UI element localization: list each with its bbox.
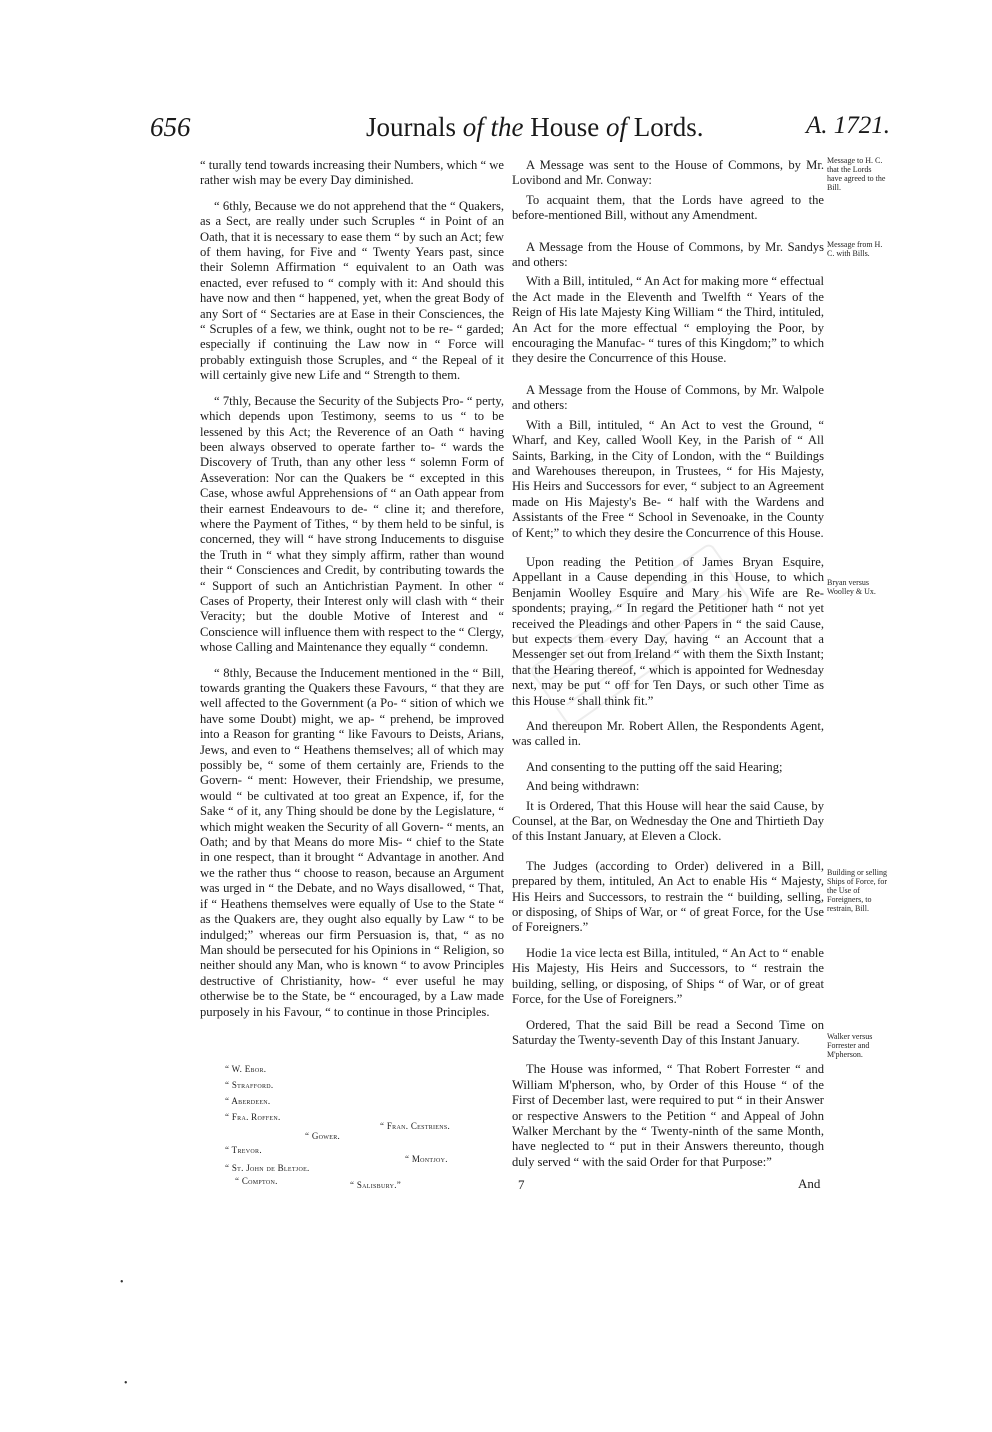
margin-note: Walker versus Forrester and M'pherson. — [827, 1032, 873, 1059]
title-word: of the — [462, 112, 524, 142]
entry-paragraph: Upon reading the Petition of James Bryan Esquire, Appellant in a Cause depending in this House, to which Benjamin Woolley Esquire and Mary his Wife are Re- spondents; praying, “ In regard the Petitioner hath “ not yet received the Pleadings and other Papers in “ the said Cause, but expects them every Day, having “ an Account that a Messenger set out from Ireland “ with them the Sixth Instant; that the Hearing thereof, “ which is appointed for Wednesday next, may be put “ off for Ten Days, or such other Time as this House “ shall think fit.” — [512, 554, 828, 708]
title-word: Journals — [366, 112, 456, 142]
title-word: House — [530, 112, 600, 142]
left-column — [200, 158, 508, 1030]
signature: “ Fra. Roffen. — [225, 1112, 281, 1122]
protest-paragraph: “ turally tend towards increasing their Numbers, which “ we rather wish may be every Day diminished. — [200, 158, 508, 188]
signature: “ Strafford. — [225, 1080, 274, 1090]
order-paragraph: It is Ordered, That this House will hear the said Cause, by Counsel, at the Bar, on Wednesday the One and Thirtieth Day of this Instant January, at Eleven a Clock. — [512, 798, 824, 844]
entry-paragraph: With a Bill, intituled, “ An Act to vest the Ground, “ Wharf, and Key, called Wooll Key, in the Parish of “ All Saints, Barking, in the City of London, with the “ Buildings and Warehouses thereupon, in Trustees, “ for His Majesty, His Heirs and Successors for ever, “ subject to an Agreement made on His Majesty's Be- “ half with the Wardens and Assistants of the Free “ School in Sevenoake, in the County of Kent;” to which they desire the Concurrence of this House. — [512, 417, 828, 540]
entry-paragraph: And consenting to the putting off the said Hearing; — [526, 759, 783, 774]
signature: “ Salisbury.” — [350, 1180, 402, 1190]
signature: “ Aberdeen. — [225, 1096, 271, 1106]
right-column — [512, 158, 828, 1180]
margin-note: Message to H. C. that the Lords have agreed to the Bill. — [827, 156, 886, 192]
signature: “ St. John de Bletjoe. — [225, 1163, 310, 1173]
catchword: And — [798, 1176, 821, 1191]
protest-paragraph: “ 7thly, Because the Security of the Subjects Pro- “ perty, which depends upon Testimony, seems to us “ to be lessened by this Act; the Reverence of an Oath “ having been always observed to operate farther to- “ wards the Discovery of Truth, than any other less “ solemn Form of Asseveration: Nor can the Quakers be “ excepted in this Case, whose awful Apprehensions of “ an Oath appear from their earnest Endeavours to de- “ cline it; and therefore, where the Payment of Tithes, “ by them held to be sinful, is concerned, they will “ have strong Inducements to disguise the Truth in “ what they simply affirm, rather than wound their “ Consciences and Credit, by contributing towards the “ Support of such an Antichristian Payment. In other “ Cases of Property, their Interest only will clash with “ their Veracity; but the double Motive of Interest and “ Conscience will influence them with respect to the “ Clergy, whose Calling and Maintenance they equally “ condemn. — [200, 393, 508, 655]
protest-paragraph: “ 8thly, Because the Inducement mentioned in the “ Bill, towards granting the Quakers these Favours, “ that they are well affected to the Government (a Po- “ sition of which we have some Doubt) might, we ap- “ prehend, be improved into a Reason for granting “ like Favours to Deists, Arians, Jews, and even to “ Heathens themselves; all of which may possibly be, “ some of them certainly are, Friends to the Govern- “ ment: However, their Friendship, we presume, would “ be cultivated at too great an Expence, if, for the Sake “ of it, any Thing should be done by the Legislature, “ which might weaken the Security of all Govern- “ ments, an Oath; and by that Means do more Mis- “ chief to the State in one respect, than it brought “ Advantage in another. And we the rather thus “ choose to reason, because an Argument was urged in “ the Debate, and no Ways disallowed, “ That, if “ Heathens themselves were equally of Use to the State “ as the Quakers are, they ought also equally by Law “ to be indulged;” whereas our firm Persuasion is, that, “ as no Man should be persecuted for his Opinions in “ Religion, so neither should any Man, who is known “ to avow Principles destructive of Christianity, how- “ ever useful he may otherwise be to the State, be “ encouraged, by a Law made purposely in his Favour, “ to continue in those Principles. — [200, 665, 508, 1019]
print-mark: • — [120, 1277, 124, 1288]
order-paragraph: Ordered, That the said Bill be read a Second Time on Saturday the Twenty-seventh Day of this Instant January. — [512, 1017, 824, 1047]
signature: “ Montjoy. — [405, 1154, 448, 1164]
running-header — [150, 112, 890, 152]
margin-note: Message from H. C. with Bills. — [827, 240, 883, 258]
signature: “ Gower. — [305, 1131, 341, 1141]
title-word: Lords. — [633, 112, 704, 142]
signature: “ Trevor. — [225, 1145, 262, 1155]
signature: “ Compton. — [235, 1176, 278, 1186]
entry-paragraph: A Message was sent to the House of Commons, by Mr. Lovibond and Mr. Conway: — [512, 158, 824, 188]
margin-note: Building or selling Ships of Force, for the Use of Foreigners, to restrain, Bill. — [827, 868, 887, 913]
entry-paragraph: To acquaint them, that the Lords have agreed to the before-mentioned Bill, without any Amendment. — [512, 192, 824, 223]
signature-mark: 7 — [518, 1177, 525, 1192]
entry-paragraph: A Message from the House of Commons, by Mr. Sandys and others: — [512, 239, 824, 270]
signature: “ Fran. Cestriens. — [380, 1121, 451, 1131]
entry-paragraph: The Judges (according to Order) delivered in a Bill, prepared by them, intituled, An Act to enable His “ Majesty, His Heirs and Successors, to restrain the “ building, selling, or disposing, of Ships of War, or “ of great Force, for the Use of Foreigners.” — [512, 858, 828, 935]
protest-paragraph: “ 6thly, Because we do not apprehend that the “ Quakers, as a Sect, are really under such Scruples “ in Point of an Oath, that it is necessary to ease them “ by such an Act; few of them having, for Five and “ Twenty Years past, since their Solemn Affirmation “ equivalent to an Oath was enacted, ever refused to “ comply with it: And should this have now and then “ happened, yet, when the great Body of any Sort of “ Sectaries are at Ease in their Consciences, the “ Scruples of a few, we think, ought not to be re- “ garded; especially if continuing the Law now in “ Force will probably extinguish those Scruples, and “ the Repeal of it will certainly give new Life and “ Strength to them. — [200, 198, 508, 383]
margin-note: Bryan versus Woolley & Ux. — [827, 578, 876, 596]
print-mark: • — [124, 1378, 128, 1389]
entry-paragraph: And being withdrawn: — [526, 779, 640, 794]
signature: “ W. Ebor. — [225, 1064, 267, 1074]
entry-paragraph: A Message from the House of Commons, by Mr. Walpole and others: — [512, 382, 824, 413]
year-heading: A. 1721. — [805, 112, 890, 139]
entry-paragraph: And thereupon Mr. Robert Allen, the Respondents Agent, was called in. — [512, 719, 824, 749]
running-title — [366, 112, 704, 143]
entry-paragraph: With a Bill, intituled, “ An Act for making more “ effectual the Act made in the Eleventh and Twelfth “ Years of the Reign of His late Majesty King William “ the Third, intituled, An Act for the more effectual “ employing the Poor, by encouraging the Manufac- “ tures of this Kingdom;” to which they desire the Concurrence of this House. — [512, 274, 828, 366]
title-word: of — [606, 112, 628, 142]
page-number: 656 — [150, 112, 191, 142]
entry-paragraph: The House was informed, “ That Robert Forrester “ and William M'pherson, who, by Order of this House “ of the First of December last, were required to put “ in their Answer or respective Answers to the Petition “ and Appeal of John Walker Merchant by the “ Twenty-ninth of the same Month, have neglected to “ put in their Answers thereunto, though duly served “ with the said Order for that Purpose:” — [512, 1062, 828, 1169]
entry-paragraph: Hodie 1a vice lecta est Billa, intituled, “ An Act to “ enable His Majesty, His Heirs and Successors, to “ restrain the building, selling, or disposing, of Ships “ of War, or of great Force, for the Use of Foreigners.” — [512, 945, 828, 1007]
